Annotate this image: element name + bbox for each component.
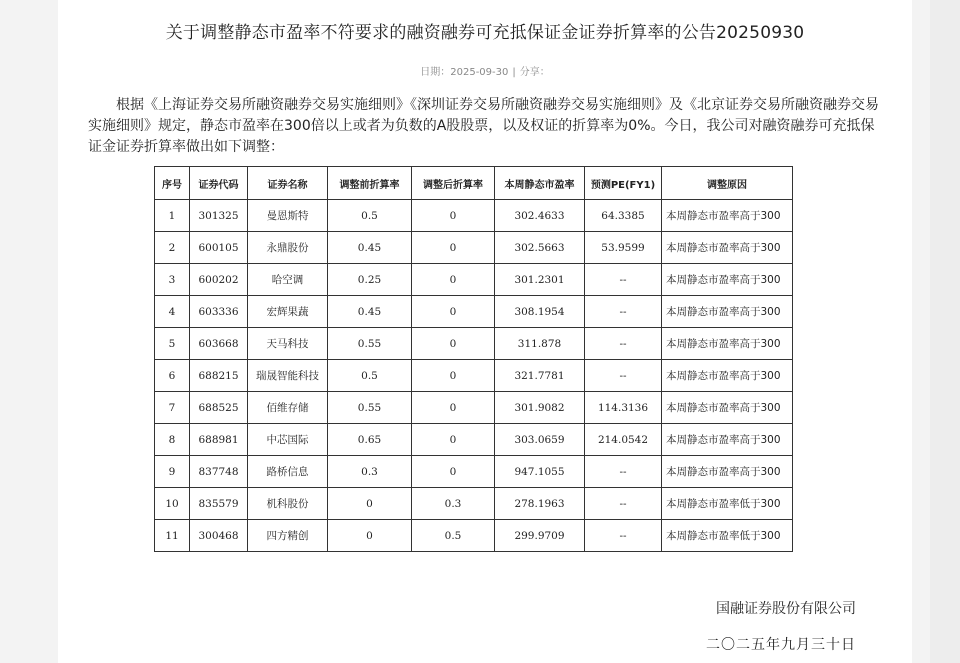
- cell-static-pe: 311.878: [495, 328, 585, 360]
- table-header-row: [155, 167, 793, 200]
- cell-after-rate: 0.5: [412, 520, 495, 552]
- cell-name: 四方精创: [248, 520, 328, 552]
- adjustment-table: [154, 166, 793, 552]
- table-row: [155, 424, 793, 456]
- cell-after-rate: 0: [412, 232, 495, 264]
- company-name: 国融证券股份有限公司: [716, 601, 856, 617]
- cell-static-pe: 303.0659: [495, 424, 585, 456]
- cell-code: 688981: [190, 424, 248, 456]
- cell-index: 4: [155, 296, 190, 328]
- table-row: [155, 264, 793, 296]
- cell-static-pe: 321.7781: [495, 360, 585, 392]
- table-row: [155, 392, 793, 424]
- table-row: [155, 456, 793, 488]
- cell-forecast-pe: 64.3385: [585, 200, 662, 232]
- cell-before-rate: 0.55: [328, 328, 412, 360]
- sign-date: 二〇二五年九月三十日: [706, 637, 856, 653]
- cell-reason: 本周静态市盈率高于300: [662, 456, 793, 488]
- table-row: [155, 360, 793, 392]
- cell-name: 机科股份: [248, 488, 328, 520]
- page-title: 关于调整静态市盈率不符要求的融资融券可充抵保证金证券折算率的公告20250930: [165, 23, 805, 43]
- table-row: [155, 520, 793, 552]
- table-row: [155, 328, 793, 360]
- cell-reason: 本周静态市盈率高于300: [662, 360, 793, 392]
- cell-forecast-pe: --: [585, 520, 662, 552]
- cell-before-rate: 0.45: [328, 232, 412, 264]
- cell-static-pe: 302.5663: [495, 232, 585, 264]
- cell-static-pe: 308.1954: [495, 296, 585, 328]
- cell-index: 8: [155, 424, 190, 456]
- cell-code: 837748: [190, 456, 248, 488]
- cell-forecast-pe: 53.9599: [585, 232, 662, 264]
- cell-reason: 本周静态市盈率低于300: [662, 488, 793, 520]
- cell-before-rate: 0: [328, 488, 412, 520]
- cell-static-pe: 302.4633: [495, 200, 585, 232]
- header-cell: 预测PE(FY1): [585, 167, 662, 200]
- cell-static-pe: 278.1963: [495, 488, 585, 520]
- table-row: [155, 488, 793, 520]
- cell-forecast-pe: --: [585, 296, 662, 328]
- cell-index: 11: [155, 520, 190, 552]
- cell-before-rate: 0.55: [328, 392, 412, 424]
- cell-forecast-pe: --: [585, 488, 662, 520]
- cell-reason: 本周静态市盈率高于300: [662, 200, 793, 232]
- cell-reason: 本周静态市盈率高于300: [662, 232, 793, 264]
- cell-after-rate: 0: [412, 456, 495, 488]
- cell-index: 7: [155, 392, 190, 424]
- cell-name: 哈空调: [248, 264, 328, 296]
- cell-before-rate: 0.25: [328, 264, 412, 296]
- cell-after-rate: 0: [412, 392, 495, 424]
- cell-after-rate: 0: [412, 296, 495, 328]
- cell-before-rate: 0.45: [328, 296, 412, 328]
- intro-paragraph: 根据《上海证券交易所融资融券交易实施细则》《深圳证券交易所融资融券交易实施细则》及《北京证券交易所融资融券交易实施细则》规定，静态市盈率在300倍以上或者为负数的A股股票，以及权证的折算率为0%。今日，我公司对融资融券可充抵保证金证券折算率做出如下调整：: [88, 97, 879, 155]
- cell-index: 1: [155, 200, 190, 232]
- cell-code: 603336: [190, 296, 248, 328]
- cell-index: 9: [155, 456, 190, 488]
- cell-code: 600105: [190, 232, 248, 264]
- cell-forecast-pe: --: [585, 328, 662, 360]
- cell-code: 300468: [190, 520, 248, 552]
- cell-after-rate: 0: [412, 424, 495, 456]
- cell-reason: 本周静态市盈率高于300: [662, 392, 793, 424]
- share-label[interactable]: 分享：: [519, 67, 550, 78]
- cell-name: 宏辉果蔬: [248, 296, 328, 328]
- cell-code: 688525: [190, 392, 248, 424]
- cell-code: 600202: [190, 264, 248, 296]
- cell-static-pe: 947.1055: [495, 456, 585, 488]
- cell-after-rate: 0.3: [412, 488, 495, 520]
- cell-name: 佰维存储: [248, 392, 328, 424]
- cell-reason: 本周静态市盈率高于300: [662, 328, 793, 360]
- cell-index: 6: [155, 360, 190, 392]
- cell-index: 5: [155, 328, 190, 360]
- header-cell: 证券代码: [190, 167, 248, 200]
- cell-name: 中芯国际: [248, 424, 328, 456]
- cell-name: 曼恩斯特: [248, 200, 328, 232]
- cell-name: 永鼎股份: [248, 232, 328, 264]
- document-page: [58, 0, 912, 663]
- right-edge-panel: [930, 0, 960, 663]
- header-cell: 调整原因: [662, 167, 793, 200]
- cell-forecast-pe: --: [585, 264, 662, 296]
- cell-before-rate: 0.65: [328, 424, 412, 456]
- cell-after-rate: 0: [412, 360, 495, 392]
- cell-index: 10: [155, 488, 190, 520]
- cell-reason: 本周静态市盈率高于300: [662, 296, 793, 328]
- cell-code: 603668: [190, 328, 248, 360]
- cell-code: 835579: [190, 488, 248, 520]
- cell-static-pe: 299.9709: [495, 520, 585, 552]
- cell-name: 天马科技: [248, 328, 328, 360]
- publish-date: 2025-09-30: [450, 67, 509, 78]
- header-cell: 序号: [155, 167, 190, 200]
- header-cell: 证券名称: [248, 167, 328, 200]
- table-row: [155, 232, 793, 264]
- meta-separator: |: [512, 67, 516, 78]
- cell-reason: 本周静态市盈率高于300: [662, 424, 793, 456]
- cell-forecast-pe: --: [585, 360, 662, 392]
- cell-before-rate: 0.5: [328, 360, 412, 392]
- cell-after-rate: 0: [412, 328, 495, 360]
- table-body: [155, 200, 793, 552]
- cell-name: 瑞晟智能科技: [248, 360, 328, 392]
- cell-code: 301325: [190, 200, 248, 232]
- cell-forecast-pe: --: [585, 456, 662, 488]
- cell-forecast-pe: 114.3136: [585, 392, 662, 424]
- cell-name: 路桥信息: [248, 456, 328, 488]
- cell-after-rate: 0: [412, 264, 495, 296]
- cell-reason: 本周静态市盈率低于300: [662, 520, 793, 552]
- cell-after-rate: 0: [412, 200, 495, 232]
- header-cell: 调整前折算率: [328, 167, 412, 200]
- cell-static-pe: 301.9082: [495, 392, 585, 424]
- header-cell: 本周静态市盈率: [495, 167, 585, 200]
- cell-before-rate: 0.3: [328, 456, 412, 488]
- meta-line: [58, 63, 912, 78]
- cell-forecast-pe: 214.0542: [585, 424, 662, 456]
- cell-reason: 本周静态市盈率高于300: [662, 264, 793, 296]
- table-row: [155, 200, 793, 232]
- header-cell: 调整后折算率: [412, 167, 495, 200]
- cell-before-rate: 0: [328, 520, 412, 552]
- cell-static-pe: 301.2301: [495, 264, 585, 296]
- cell-index: 3: [155, 264, 190, 296]
- cell-before-rate: 0.5: [328, 200, 412, 232]
- cell-index: 2: [155, 232, 190, 264]
- table-row: [155, 296, 793, 328]
- date-label: 日期：: [420, 67, 451, 78]
- cell-code: 688215: [190, 360, 248, 392]
